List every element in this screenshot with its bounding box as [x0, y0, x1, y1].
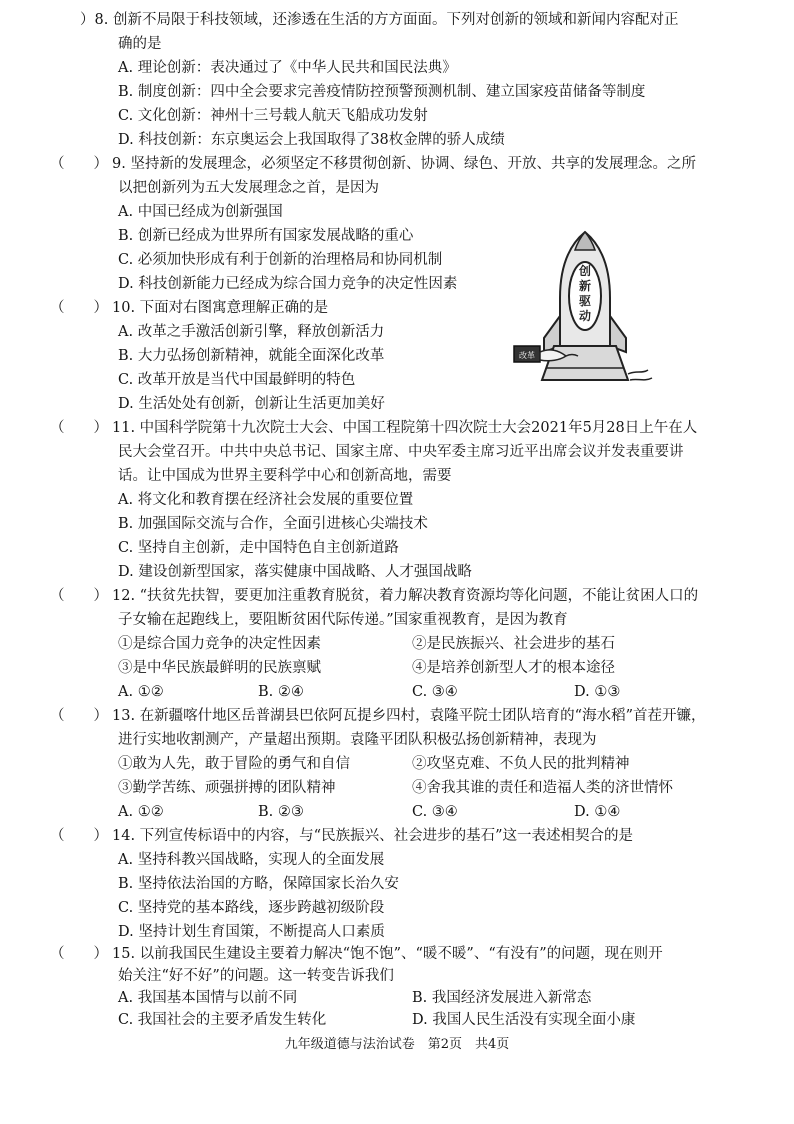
q13-item-4: ④舍我其谁的责任和造福人类的济世情怀 [412, 780, 673, 796]
q9-option-c: C. 必须加快形成有利于创新的治理格局和协同机制 [118, 252, 443, 268]
q9-option-a: A. 中国已经成为创新强国 [118, 204, 283, 220]
q10-option-a: A. 改革之手激活创新引擎，释放创新活力 [118, 324, 385, 340]
cartoon-text-2: 新 [578, 279, 592, 293]
q13-choice-d: D. ①④ [574, 804, 621, 820]
q11-stem-line1: （ ） 11. 中国科学院第十九次院士大会、中国工程院第十四次院士大会2021年5月28日上午在人 [50, 420, 698, 436]
q15-option-c: C. 我国社会的主要矛盾发生转化 [118, 1012, 327, 1028]
cartoon-text-3: 驱 [578, 294, 592, 308]
q13-choice-a: A. ①② [118, 804, 164, 820]
q13-item-2: ②攻坚克难、不负人民的批判精神 [412, 756, 630, 772]
q12-item-3: ③是中华民族最鲜明的民族禀赋 [118, 660, 321, 676]
q10-answer-paren[interactable]: （ ） [50, 300, 108, 316]
q11-stem-line2: 民大会堂召开。中共中央总书记、国家主席、中央军委主席习近平出席会议并发表重要讲 [118, 444, 684, 460]
q14-answer-paren[interactable]: （ ） [50, 828, 108, 844]
q11-answer-paren[interactable]: （ ） [50, 420, 108, 436]
q15-stem-line2: 始关注“好不好”的问题。这一转变告诉我们 [118, 968, 394, 984]
q13-choice-c: C. ③④ [412, 804, 458, 820]
q9-option-b: B. 创新已经成为世界所有国家发展战略的重心 [118, 228, 414, 244]
q12-answer-paren[interactable]: （ ） [50, 588, 108, 604]
q10-option-b: B. 大力弘扬创新精神，就能全面深化改革 [118, 348, 385, 364]
q12-item-4: ④是培养创新型人才的根本途径 [412, 660, 615, 676]
q15-option-a: A. 我国基本国情与以前不同 [118, 990, 298, 1006]
q15-stem-line1: （ ） 15. 以前我国民生建设主要着力解决“饱不饱”、“暖不暖”、“有没有”的问题，现在则开 [50, 946, 663, 962]
q8-option-a: A. 理论创新：表决通过了《中华人民共和国民法典》 [118, 60, 457, 76]
cartoon-text-1: 创 [578, 264, 592, 278]
q12-choice-a: A. ①② [118, 684, 164, 700]
q9-option-d: D. 科技创新能力已经成为综合国力竞争的决定性因素 [118, 276, 458, 292]
q9-stem-line2: 以把创新列为五大发展理念之首，是因为 [118, 180, 379, 196]
q12-choice-b: B. ②④ [258, 684, 304, 700]
q15-answer-paren[interactable]: （ ） [50, 946, 108, 962]
q14-option-a: A. 坚持科教兴国战略，实现人的全面发展 [118, 852, 385, 868]
q11-option-c: C. 坚持自主创新，走中国特色自主创新道路 [118, 540, 399, 556]
q15-option-b: B. 我国经济发展进入新常态 [412, 990, 592, 1006]
page-footer: 九年级道德与法治试卷 第2页 共4页 [284, 1037, 510, 1052]
q15-option-d: D. 我国人民生活没有实现全面小康 [412, 1012, 636, 1028]
q13-stem-line1: （ ） 13. 在新疆喀什地区岳普湖县巴依阿瓦提乡四村，袁隆平院士团队培育的“海水稻”首茬开镰， [50, 708, 706, 724]
q14-option-c: C. 坚持党的基本路线，逐步跨越初级阶段 [118, 900, 385, 916]
q13-choice-b: B. ②③ [258, 804, 304, 820]
q13-stem-line2: 进行实地收割测产，产量超出预期。袁隆平团队积极弘扬创新精神，表现为 [118, 732, 597, 748]
q12-choice-c: C. ③④ [412, 684, 458, 700]
q11-option-d: D. 建设创新型国家，落实健康中国战略、人才强国战略 [118, 564, 472, 580]
q12-item-1: ①是综合国力竞争的决定性因素 [118, 636, 321, 652]
q13-item-1: ①敢为人先，敢于冒险的勇气和自信 [118, 756, 350, 772]
q8-stem-line2: 确的是 [118, 36, 162, 52]
q9-stem-line1: （ ） 9. 坚持新的发展理念，必须坚定不移贯彻创新、协调、绿色、开放、共享的发展理念。之所 [50, 156, 696, 172]
q11-stem-line3: 话。让中国成为世界主要科学中心和创新高地，需要 [118, 468, 452, 484]
q14-option-d: D. 坚持计划生育国策，不断提高人口素质 [118, 924, 385, 940]
q10-stem: （ ） 10. 下面对右图寓意理解正确的是 [50, 300, 329, 316]
q8-option-b: B. 制度创新：四中全会要求完善疫情防控预警预测机制、建立国家疫苗储备等制度 [118, 84, 646, 100]
q10-option-d: D. 生活处处有创新，创新让生活更加美好 [118, 396, 385, 412]
cartoon-text-4: 动 [578, 309, 592, 323]
q12-stem-line2: 子女输在起跑线上，要阻断贫困代际传递。”国家重视教育，是因为教育 [118, 612, 568, 628]
q8-stem-line1: ）8. 创新不局限于科技领域，还渗透在生活的方方面面。下列对创新的领域和新闻内容配对正 [80, 12, 679, 28]
cartoon-innovation-rocket [510, 228, 660, 388]
q8-option-c: C. 文化创新：神州十三号载人航天飞船成功发射 [118, 108, 428, 124]
q14-option-b: B. 坚持依法治国的方略，保障国家长治久安 [118, 876, 399, 892]
q12-item-2: ②是民族振兴、社会进步的基石 [412, 636, 615, 652]
q12-stem-line1: （ ） 12. “扶贫先扶智，要更加注重教育脱贫，着力解决教育资源均等化问题，不能让贫困人口的 [50, 588, 699, 604]
q11-option-b: B. 加强国际交流与合作，全面引进核心尖端技术 [118, 516, 428, 532]
cartoon-lighter-label: 改革 [519, 351, 535, 360]
q14-stem: （ ） 14. 下列宣传标语中的内容，与“民族振兴、社会进步的基石”这一表述相契合的是 [50, 828, 633, 844]
q10-option-c: C. 改革开放是当代中国最鲜明的特色 [118, 372, 356, 388]
q13-item-3: ③勤学苦练、顽强拼搏的团队精神 [118, 780, 336, 796]
q8-option-d: D. 科技创新：东京奥运会上我国取得了38枚金牌的骄人成绩 [118, 132, 505, 148]
q11-option-a: A. 将文化和教育摆在经济社会发展的重要位置 [118, 492, 414, 508]
q12-choice-d: D. ①③ [574, 684, 621, 700]
q9-answer-paren[interactable]: （ ） [50, 156, 108, 172]
q13-answer-paren[interactable]: （ ） [50, 708, 108, 724]
